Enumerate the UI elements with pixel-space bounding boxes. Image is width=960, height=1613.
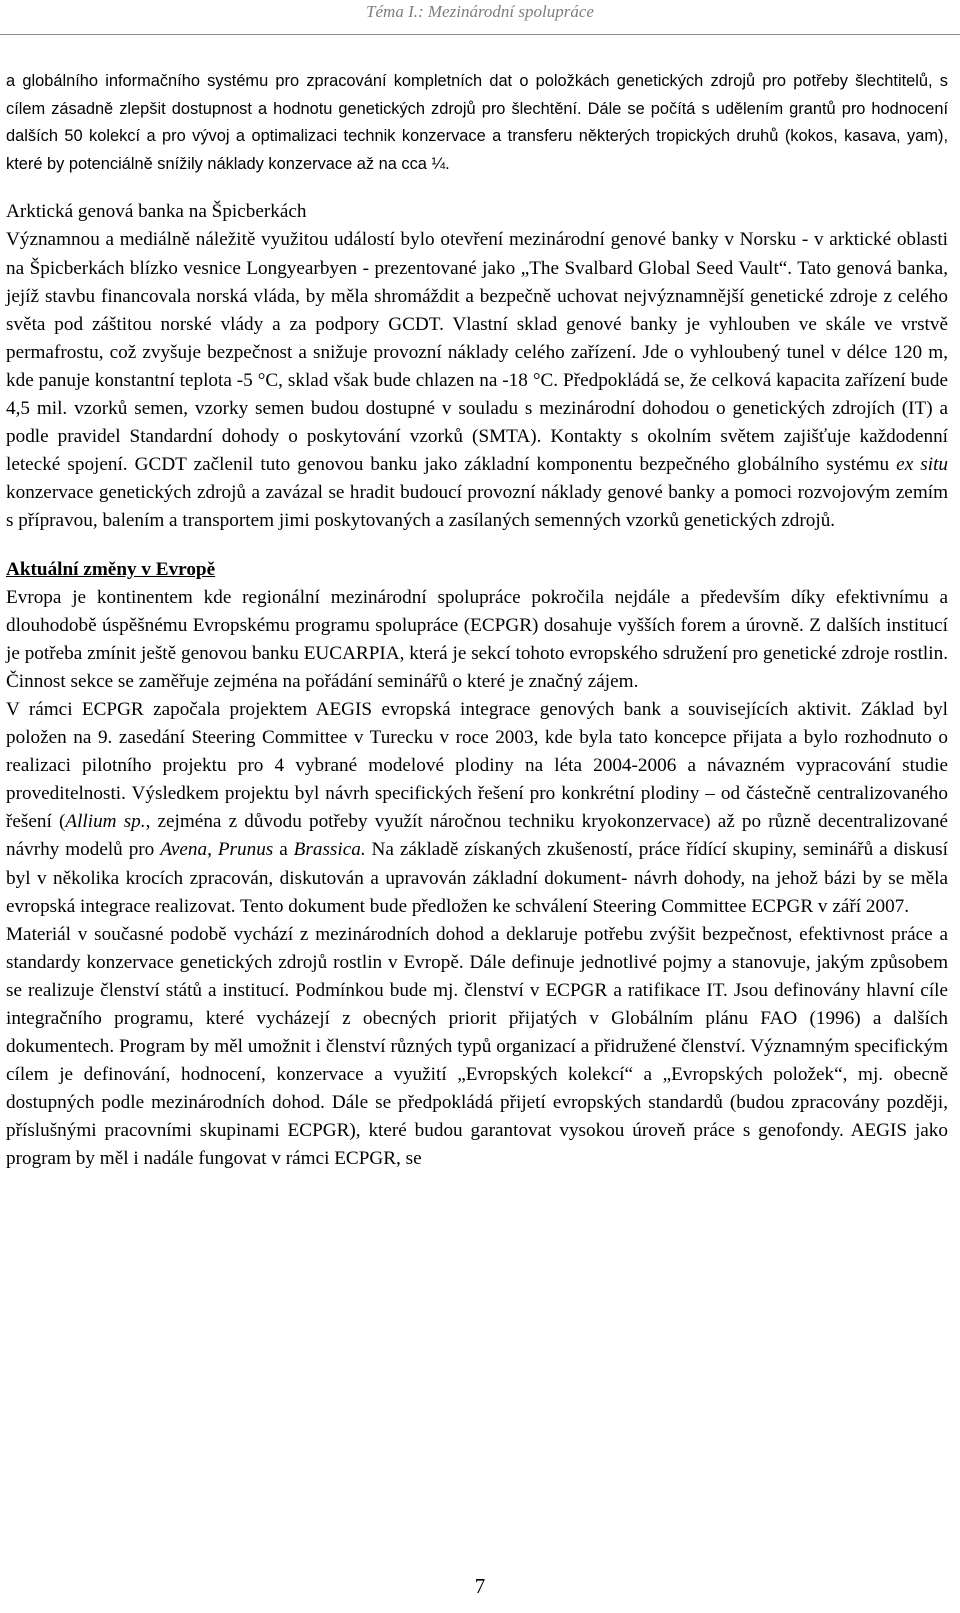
section-europe bbox=[6, 556, 948, 1174]
paragraph-arctic bbox=[6, 226, 948, 535]
arctic-text-2: konzervace genetických zdrojů a zavázal se hradit budoucí provozní náklady genové banky a pomoci rozvojovým zemím s přípravou, balením a transportem jimi poskytovaných a zasílaných semenných vzorků genetických zdrojů. bbox=[6, 482, 948, 532]
europe-2-text-d: Na základě získaných zkušeností, práce řídící skupiny, seminářů a diskusí byl v několika krocích zpracován, diskutován a upravován základní dokument- návrh dohody, na jehož bázi by se měla evropská integrace realizovat. Tento dokument bude předložen ke schválení Steering Committee ECPGR v září 2007. bbox=[6, 839, 948, 917]
europe-2-text-c: a bbox=[273, 839, 294, 861]
paragraph-intro: a globálního informačního systému pro zpracování kompletních dat o položkách genetických zdrojů pro potřeby šlechtitelů, s cílem zásadně zlepšit dostupnost a hodnotu genetických zdrojů pro šlechtění. Dále se počítá s udělením grantů pro hodnocení dalších 50 kolekcí a pro vývoj a optimalizaci technik konzervace a transferu některých tropických druhů (kokos, kasava, yam), které by potenciálně snížily náklady konzervace až na cca ¼. bbox=[6, 72, 948, 173]
paragraph-europe-3: Materiál v současné podobě vychází z mezinárodních dohod a deklaruje potřebu zvýšit bezpečnost, efektivnost práce a standardy konzervace genetických zdrojů rostlin v Evropě. Dále definuje jednotlivé pojmy a stanovuje, jakým způsobem se realizuje členství států a institucí. Podmínkou bude mj. členství v ECPGR a ratifikace IT. Jsou definovány hlavní cíle integračního programu, které vycházejí z obecných priorit přijatých v Globálním plánu FAO (1996) a dalších dokumentech. Program by měl umožnit i členství různých typů organizací a přidružené členství. Významným specifickým cílem je definování, hodnocení, konzervace a využití „Evropských kolekcí“ a „Evropských položek“, mj. obecně dostupných podle mezinárodních dohod. Dále se předpokládá přijetí evropských standardů (budou zpracovány později, příslušnými pracovními skupinami ECPGR), které budou garantovat vysokou úroveň práce s genofondy. AEGIS jako program by měl i nadále fungovat v rámci ECPGR, se bbox=[6, 923, 948, 1170]
section-arctic bbox=[6, 198, 948, 535]
paragraph-europe-2 bbox=[6, 696, 948, 921]
europe-2-allium: Allium sp. bbox=[65, 811, 146, 833]
section-title-arctic: Arktická genová banka na Špicberkách bbox=[6, 201, 307, 223]
running-header: Téma I.: Mezinárodní spolupráce bbox=[366, 2, 594, 21]
document-body bbox=[6, 68, 948, 1174]
arctic-italic-term: ex situ bbox=[896, 454, 948, 476]
europe-2-brassica: Brassica. bbox=[293, 839, 366, 861]
paragraph-europe-1: Evropa je kontinentem kde regionální mezinárodní spolupráce pokročila nejdále a především díky efektivnímu a dlouhodobě úspěšnému Evropskému programu spolupráce (ECPGR) dosahuje vyšších forem a úrovně. Z dalších institucí je potřeba zmínit ještě genovou banku EUCARPIA, která je sekcí tohoto evropského sdružení pro genetické zdroje rostlin. Činnost sekce se zaměřuje zejména na pořádání seminářů o které je značný zájem. bbox=[6, 586, 948, 692]
arctic-text-1: Významnou a mediálně náležitě využitou událostí bylo otevření mezinárodní genové banky v Norsku - v arktické oblasti na Špicberkách blízko vesnice Longyearbyen - prezentované jako „The Svalbard Global Seed Vault“. Tato genová banka, jejíž stavbu financovala norská vláda, by měla shromáždit a bezpečně uchovat nejvýznamnější genetické zdroje z celého světa pod záštitou norské vlády a za podpory GCDT. Vlastní sklad genové banky je vyhlouben ve skále ve vrstvě permafrostu, což zvyšuje bezpečnost a snižuje provozní náklady celého zařízení. Jde o vyhloubený tunel v délce 120 m, kde panuje konstantní teplota -5 °C, sklad však bude chlazen na -18 °C. Předpokládá se, že celková kapacita zařízení bude 4,5 mil. vzorků semen, vzorky semen budou dostupné v souladu s mezinárodní dohodou o genetických zdrojích (IT) a podle pravidel Standardní dohody o poskytování vzorků (SMTA). Kontakty s okolním světem zajišťuje každodenní letecké spojení. GCDT začlenil tuto genovou banku jako základní komponentu bezpečného globálního systému bbox=[6, 229, 948, 476]
europe-2-text-b: , zejména z důvodu potřeby využít náročnou techniku kryokonzervace) až po různě decentralizované návrhy modelů pro bbox=[6, 811, 948, 861]
page-number: 7 bbox=[474, 1574, 486, 1598]
europe-2-genera: Avena, Prunus bbox=[160, 839, 274, 861]
header-rule bbox=[0, 34, 960, 35]
section-title-europe: Aktuální změny v Evropě bbox=[6, 558, 216, 580]
europe-2-text-a: V rámci ECPGR započala projektem AEGIS evropská integrace genových bank a souvisejících aktivit. Základ byl položen na 9. zasedání Steering Committee v Turecku v roce 2003, kde byla tato koncepce přijata a bylo rozhodnuto o realizaci pilotního projektu pro 4 vybrané modelové plodiny na léta 2004-2006 a návazném vypracování studie proveditelnosti. Výsledkem projektu byl návrh specifických řešení pro konkrétní plodiny – od částečně centralizovaného řešení ( bbox=[6, 698, 948, 833]
